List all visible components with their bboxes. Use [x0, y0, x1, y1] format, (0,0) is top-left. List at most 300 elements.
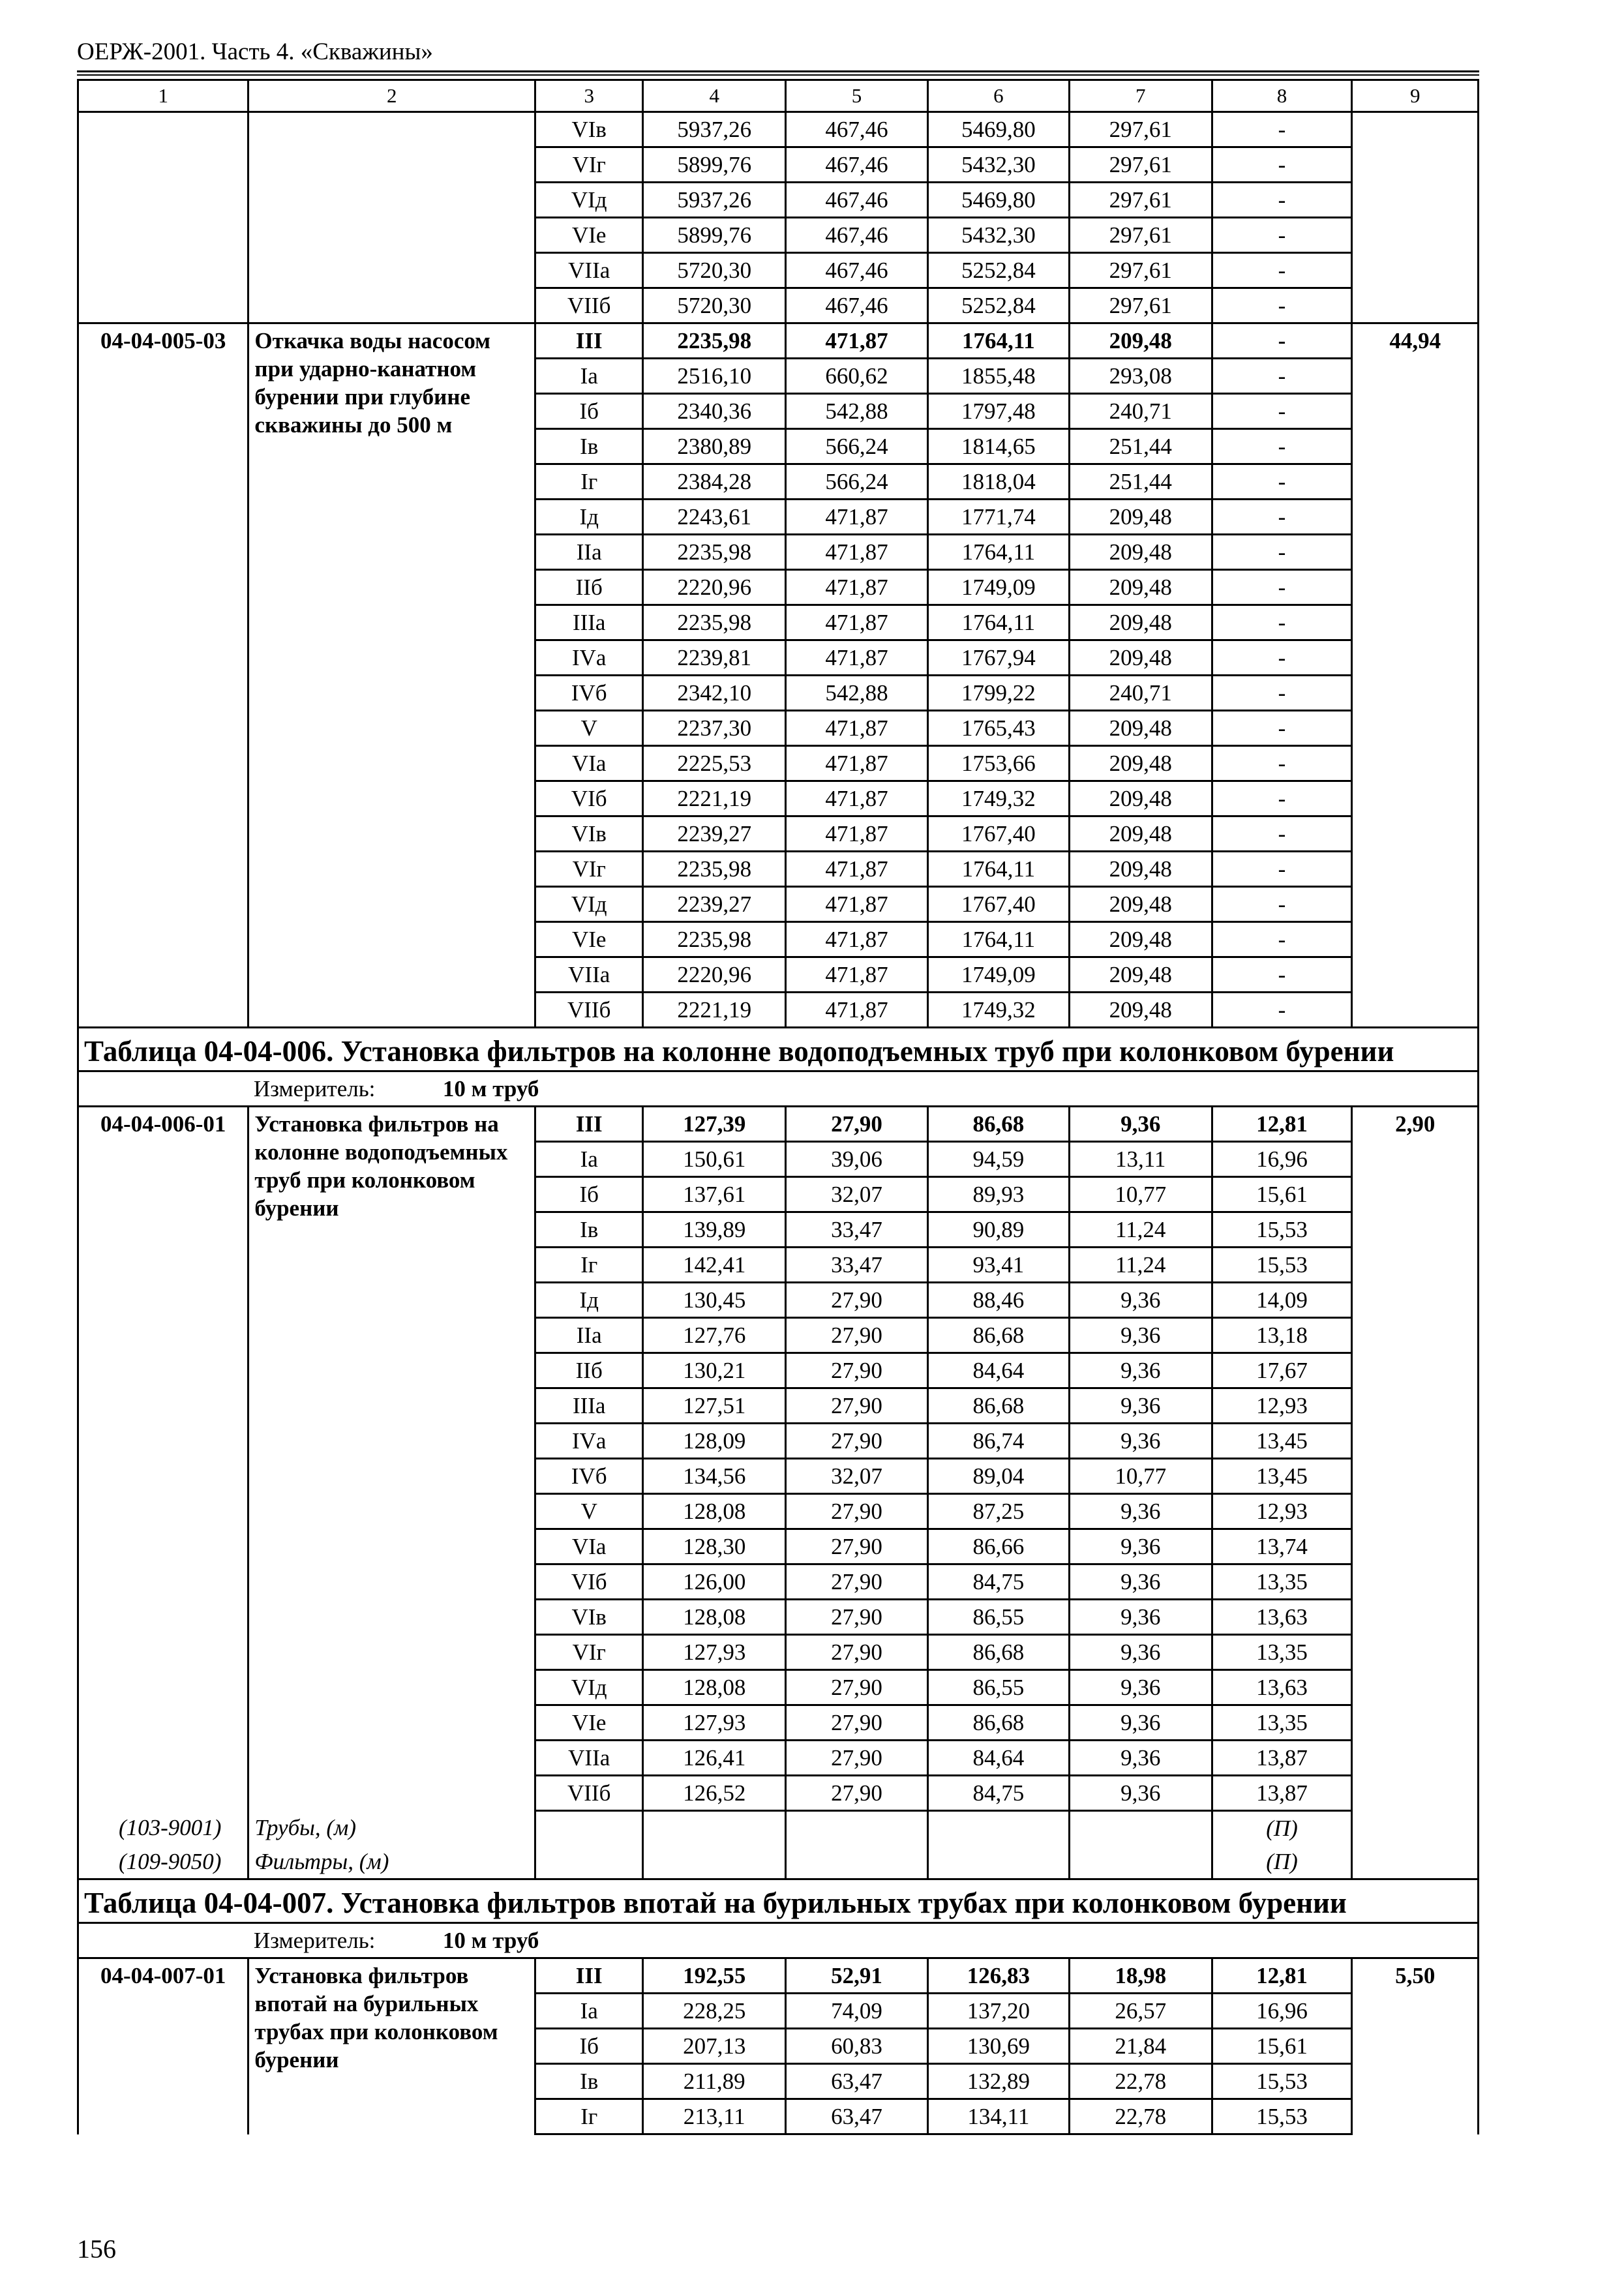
- wages-cell: 467,46: [786, 288, 928, 323]
- total-cost-cell: 139,89: [643, 1212, 786, 1248]
- total-cost-cell: 128,30: [643, 1529, 786, 1564]
- empty-cell: [535, 1811, 643, 1846]
- total-cost-cell: 207,13: [643, 2029, 786, 2064]
- machinist-wages-cell: 209,48: [1069, 781, 1212, 816]
- total-cost-cell: 211,89: [643, 2064, 786, 2099]
- materials-cell: -: [1212, 676, 1352, 711]
- machinist-wages-cell: 209,48: [1069, 711, 1212, 746]
- materials-cell: -: [1212, 253, 1352, 288]
- column-number: 2: [248, 80, 535, 112]
- zone-cell: IIIа: [535, 605, 643, 640]
- rate-code: 04-04-007-01: [78, 1958, 248, 2134]
- zone-cell: VIб: [535, 781, 643, 816]
- wages-cell: 27,90: [786, 1670, 928, 1705]
- total-cost-cell: 2221,19: [643, 993, 786, 1028]
- machinist-wages-cell: 22,78: [1069, 2064, 1212, 2099]
- machines-cell: 1767,40: [927, 887, 1069, 922]
- total-cost-cell: 5720,30: [643, 288, 786, 323]
- column-number: 9: [1352, 80, 1479, 112]
- zone-cell: Iв: [535, 2064, 643, 2099]
- machines-cell: 1765,43: [927, 711, 1069, 746]
- machines-cell: 86,66: [927, 1529, 1069, 1564]
- column-number: 8: [1212, 80, 1352, 112]
- wages-cell: 471,87: [786, 816, 928, 852]
- materials-cell: 12,93: [1212, 1388, 1352, 1424]
- materials-cell: -: [1212, 711, 1352, 746]
- machinist-wages-cell: 9,36: [1069, 1529, 1212, 1564]
- machines-cell: 1767,40: [927, 816, 1069, 852]
- header-rule-double: [77, 74, 1479, 76]
- column-number: 7: [1069, 80, 1212, 112]
- materials-cell: -: [1212, 993, 1352, 1028]
- total-cost-cell: 5937,26: [643, 183, 786, 218]
- wages-cell: 27,90: [786, 1529, 928, 1564]
- zone-cell: V: [535, 1494, 643, 1529]
- machinist-wages-cell: 209,48: [1069, 570, 1212, 605]
- wages-cell: 74,09: [786, 1994, 928, 2029]
- resource-row: [78, 1845, 1479, 1879]
- empty-cell: [643, 1811, 786, 1846]
- machines-cell: 1799,22: [927, 676, 1069, 711]
- zone-cell: Iд: [535, 1283, 643, 1318]
- machines-cell: 1764,11: [927, 535, 1069, 570]
- total-cost-cell: 213,11: [643, 2099, 786, 2134]
- rate-description: Установка фильтров впотай на бурильных трубах при колонковом бурении: [248, 1958, 535, 2134]
- machines-cell: 94,59: [927, 1142, 1069, 1177]
- wages-cell: 27,90: [786, 1318, 928, 1353]
- empty-cell: [927, 1811, 1069, 1846]
- table-row: [78, 1958, 1479, 1994]
- measure-cell: [248, 1071, 1479, 1107]
- wages-cell: 471,87: [786, 535, 928, 570]
- wages-cell: 39,06: [786, 1142, 928, 1177]
- running-header: ОЕРЖ-2001. Часть 4. «Скважины»: [77, 38, 433, 65]
- empty-cell: [786, 1845, 928, 1879]
- total-cost-cell: 128,09: [643, 1424, 786, 1459]
- total-cost-cell: 5899,76: [643, 147, 786, 183]
- wages-cell: 467,46: [786, 112, 928, 147]
- machines-cell: 86,74: [927, 1424, 1069, 1459]
- machines-cell: 1749,32: [927, 781, 1069, 816]
- materials-cell: -: [1212, 535, 1352, 570]
- labor-cost-cell: 44,94: [1352, 323, 1479, 1028]
- machines-cell: 1764,11: [927, 605, 1069, 640]
- measure-row: [78, 1071, 1479, 1107]
- zone-cell: VIв: [535, 1600, 643, 1635]
- materials-cell: 15,53: [1212, 2099, 1352, 2134]
- materials-cell: 15,61: [1212, 1177, 1352, 1212]
- empty-cell: [1069, 1811, 1212, 1846]
- total-cost-cell: 228,25: [643, 1994, 786, 2029]
- labor-cost-cell: [1352, 112, 1479, 323]
- machines-cell: 86,68: [927, 1705, 1069, 1741]
- zone-cell: VIIа: [535, 253, 643, 288]
- zone-cell: VIа: [535, 1529, 643, 1564]
- column-number: 3: [535, 80, 643, 112]
- machines-cell: 130,69: [927, 2029, 1069, 2064]
- labor-cost-cell: 5,50: [1352, 1958, 1479, 2134]
- materials-cell: -: [1212, 605, 1352, 640]
- total-cost-cell: 2239,27: [643, 887, 786, 922]
- machinist-wages-cell: 240,71: [1069, 676, 1212, 711]
- zone-cell: IVа: [535, 1424, 643, 1459]
- materials-cell: -: [1212, 147, 1352, 183]
- machines-cell: 1764,11: [927, 323, 1069, 359]
- total-cost-cell: 127,51: [643, 1388, 786, 1424]
- wages-cell: 467,46: [786, 183, 928, 218]
- materials-cell: -: [1212, 957, 1352, 993]
- table-title: Таблица 04-04-007. Установка фильтров впотай на бурильных трубах при колонковом бурении: [78, 1879, 1479, 1923]
- zone-cell: IIа: [535, 535, 643, 570]
- zone-cell: VIд: [535, 1670, 643, 1705]
- machinist-wages-cell: 9,36: [1069, 1564, 1212, 1600]
- machinist-wages-cell: 9,36: [1069, 1494, 1212, 1529]
- wages-cell: 471,87: [786, 711, 928, 746]
- wages-cell: 467,46: [786, 218, 928, 253]
- zone-cell: VIе: [535, 218, 643, 253]
- materials-cell: -: [1212, 500, 1352, 535]
- machines-cell: 90,89: [927, 1212, 1069, 1248]
- machines-cell: 1764,11: [927, 852, 1069, 887]
- total-cost-cell: 2239,27: [643, 816, 786, 852]
- machinist-wages-cell: 18,98: [1069, 1958, 1212, 1994]
- materials-cell: 12,93: [1212, 1494, 1352, 1529]
- wages-cell: 471,87: [786, 570, 928, 605]
- page-number: 156: [77, 2234, 116, 2264]
- zone-cell: IVб: [535, 676, 643, 711]
- total-cost-cell: 128,08: [643, 1494, 786, 1529]
- column-numbers-row: [78, 80, 1479, 112]
- resource-value: (П): [1212, 1845, 1352, 1879]
- machines-cell: 5252,84: [927, 288, 1069, 323]
- total-cost-cell: 2235,98: [643, 852, 786, 887]
- machinist-wages-cell: 9,36: [1069, 1318, 1212, 1353]
- labor-cost-cell: 2,90: [1352, 1107, 1479, 1879]
- materials-cell: 16,96: [1212, 1142, 1352, 1177]
- machinist-wages-cell: 9,36: [1069, 1283, 1212, 1318]
- zone-cell: Iб: [535, 1177, 643, 1212]
- materials-cell: -: [1212, 816, 1352, 852]
- machines-cell: 89,93: [927, 1177, 1069, 1212]
- total-cost-cell: 128,08: [643, 1600, 786, 1635]
- total-cost-cell: 2340,36: [643, 394, 786, 429]
- wages-cell: 27,90: [786, 1600, 928, 1635]
- materials-cell: -: [1212, 429, 1352, 464]
- zone-cell: VIIа: [535, 1741, 643, 1776]
- machinist-wages-cell: 22,78: [1069, 2099, 1212, 2134]
- total-cost-cell: 127,76: [643, 1318, 786, 1353]
- empty-cell: [927, 1845, 1069, 1879]
- machinist-wages-cell: 9,36: [1069, 1741, 1212, 1776]
- column-number: 4: [643, 80, 786, 112]
- resource-code: (103-9001): [78, 1811, 248, 1846]
- rate-code: 04-04-005-03: [78, 323, 248, 1028]
- zone-cell: VIа: [535, 746, 643, 781]
- total-cost-cell: 5720,30: [643, 253, 786, 288]
- wages-cell: 27,90: [786, 1107, 928, 1142]
- wages-cell: 32,07: [786, 1459, 928, 1494]
- resource-row: [78, 1811, 1479, 1846]
- machinist-wages-cell: 293,08: [1069, 359, 1212, 394]
- rate-description: Откачка воды насосом при ударно-канатном бурении при глубине скважины до 500 м: [248, 323, 535, 1028]
- machines-cell: 86,68: [927, 1107, 1069, 1142]
- zone-cell: IIб: [535, 1353, 643, 1388]
- measure-label: Измеритель:: [253, 1928, 376, 1953]
- empty-cell: [535, 1845, 643, 1879]
- resource-name: Фильтры, (м): [248, 1845, 535, 1879]
- wages-cell: 60,83: [786, 2029, 928, 2064]
- machinist-wages-cell: 209,48: [1069, 852, 1212, 887]
- machines-cell: 5469,80: [927, 112, 1069, 147]
- machines-cell: 137,20: [927, 1994, 1069, 2029]
- wages-cell: 471,87: [786, 640, 928, 676]
- resource-name: Трубы, (м): [248, 1811, 535, 1846]
- measure-value: 10 м труб: [442, 1076, 539, 1101]
- wages-cell: 27,90: [786, 1776, 928, 1811]
- machines-cell: 84,64: [927, 1353, 1069, 1388]
- total-cost-cell: 126,52: [643, 1776, 786, 1811]
- wages-cell: 542,88: [786, 394, 928, 429]
- machinist-wages-cell: 11,24: [1069, 1212, 1212, 1248]
- materials-cell: -: [1212, 887, 1352, 922]
- machines-cell: 1855,48: [927, 359, 1069, 394]
- materials-cell: -: [1212, 394, 1352, 429]
- measure-value: 10 м труб: [442, 1928, 539, 1953]
- zone-cell: VIд: [535, 887, 643, 922]
- machinist-wages-cell: 251,44: [1069, 429, 1212, 464]
- measure-spacer: [78, 1071, 248, 1107]
- machinist-wages-cell: 209,48: [1069, 500, 1212, 535]
- materials-cell: 13,35: [1212, 1705, 1352, 1741]
- materials-cell: -: [1212, 183, 1352, 218]
- materials-cell: -: [1212, 640, 1352, 676]
- materials-cell: 14,09: [1212, 1283, 1352, 1318]
- zone-cell: Iб: [535, 394, 643, 429]
- table-row: [78, 323, 1479, 359]
- machines-cell: 89,04: [927, 1459, 1069, 1494]
- materials-cell: 16,96: [1212, 1994, 1352, 2029]
- machinist-wages-cell: 209,48: [1069, 323, 1212, 359]
- table-row: [78, 1107, 1479, 1142]
- wages-cell: 27,90: [786, 1741, 928, 1776]
- total-cost-cell: 5899,76: [643, 218, 786, 253]
- materials-cell: 15,53: [1212, 2064, 1352, 2099]
- column-number: 6: [927, 80, 1069, 112]
- wages-cell: 27,90: [786, 1353, 928, 1388]
- wages-cell: 566,24: [786, 464, 928, 500]
- machines-cell: 1753,66: [927, 746, 1069, 781]
- materials-cell: 15,53: [1212, 1248, 1352, 1283]
- materials-cell: -: [1212, 323, 1352, 359]
- machines-cell: 86,68: [927, 1635, 1069, 1670]
- materials-cell: 13,18: [1212, 1318, 1352, 1353]
- total-cost-cell: 2516,10: [643, 359, 786, 394]
- machines-cell: 1771,74: [927, 500, 1069, 535]
- machines-cell: 84,64: [927, 1741, 1069, 1776]
- machinist-wages-cell: 297,61: [1069, 288, 1212, 323]
- zone-cell: Iд: [535, 500, 643, 535]
- materials-cell: -: [1212, 746, 1352, 781]
- materials-cell: 15,61: [1212, 2029, 1352, 2064]
- materials-cell: -: [1212, 288, 1352, 323]
- wages-cell: 471,87: [786, 993, 928, 1028]
- zone-cell: III: [535, 1958, 643, 1994]
- machines-cell: 84,75: [927, 1776, 1069, 1811]
- machines-cell: 132,89: [927, 2064, 1069, 2099]
- machines-cell: 84,75: [927, 1564, 1069, 1600]
- wages-cell: 27,90: [786, 1283, 928, 1318]
- machinist-wages-cell: 209,48: [1069, 887, 1212, 922]
- total-cost-cell: 150,61: [643, 1142, 786, 1177]
- materials-cell: 13,45: [1212, 1459, 1352, 1494]
- wages-cell: 63,47: [786, 2064, 928, 2099]
- zone-cell: VIд: [535, 183, 643, 218]
- wages-cell: 471,87: [786, 957, 928, 993]
- total-cost-cell: 2239,81: [643, 640, 786, 676]
- zone-cell: III: [535, 1107, 643, 1142]
- machinist-wages-cell: 9,36: [1069, 1388, 1212, 1424]
- wages-cell: 471,87: [786, 887, 928, 922]
- wages-cell: 566,24: [786, 429, 928, 464]
- wages-cell: 52,91: [786, 1958, 928, 1994]
- zone-cell: VIIб: [535, 288, 643, 323]
- machinist-wages-cell: 11,24: [1069, 1248, 1212, 1283]
- machinist-wages-cell: 209,48: [1069, 605, 1212, 640]
- machines-cell: 88,46: [927, 1283, 1069, 1318]
- zone-cell: VIIб: [535, 993, 643, 1028]
- machinist-wages-cell: 251,44: [1069, 464, 1212, 500]
- materials-cell: -: [1212, 570, 1352, 605]
- machinist-wages-cell: 10,77: [1069, 1177, 1212, 1212]
- materials-cell: -: [1212, 464, 1352, 500]
- machines-cell: 5469,80: [927, 183, 1069, 218]
- wages-cell: 27,90: [786, 1424, 928, 1459]
- total-cost-cell: 127,93: [643, 1635, 786, 1670]
- machinist-wages-cell: 297,61: [1069, 218, 1212, 253]
- machinist-wages-cell: 297,61: [1069, 112, 1212, 147]
- zone-cell: Iг: [535, 1248, 643, 1283]
- machinist-wages-cell: 9,36: [1069, 1353, 1212, 1388]
- total-cost-cell: 2235,98: [643, 323, 786, 359]
- materials-cell: 13,63: [1212, 1670, 1352, 1705]
- machines-cell: 86,55: [927, 1670, 1069, 1705]
- materials-cell: 17,67: [1212, 1353, 1352, 1388]
- empty-cell: [1069, 1845, 1212, 1879]
- table-row: [78, 112, 1479, 147]
- total-cost-cell: 2237,30: [643, 711, 786, 746]
- machines-cell: 1797,48: [927, 394, 1069, 429]
- wages-cell: 27,90: [786, 1494, 928, 1529]
- machines-cell: 86,68: [927, 1388, 1069, 1424]
- zone-cell: VIб: [535, 1564, 643, 1600]
- wages-cell: 33,47: [786, 1212, 928, 1248]
- machinist-wages-cell: 209,48: [1069, 746, 1212, 781]
- zone-cell: Iг: [535, 2099, 643, 2134]
- total-cost-cell: 2235,98: [643, 922, 786, 957]
- machines-cell: 1818,04: [927, 464, 1069, 500]
- materials-cell: 13,74: [1212, 1529, 1352, 1564]
- machinist-wages-cell: 21,84: [1069, 2029, 1212, 2064]
- materials-cell: -: [1212, 781, 1352, 816]
- zone-cell: IIIа: [535, 1388, 643, 1424]
- zone-cell: Iб: [535, 2029, 643, 2064]
- zone-cell: V: [535, 711, 643, 746]
- materials-cell: 12,81: [1212, 1958, 1352, 1994]
- materials-cell: 12,81: [1212, 1107, 1352, 1142]
- total-cost-cell: 2221,19: [643, 781, 786, 816]
- price-table: [77, 79, 1479, 2135]
- table-title: Таблица 04-04-006. Установка фильтров на колонне водоподъемных труб при колонковом бурении: [78, 1028, 1479, 1071]
- rate-description: Установка фильтров на колонне водоподъемных труб при колонковом бурении: [248, 1107, 535, 1811]
- wages-cell: 32,07: [786, 1177, 928, 1212]
- zone-cell: IIб: [535, 570, 643, 605]
- machinist-wages-cell: 9,36: [1069, 1776, 1212, 1811]
- resource-code: (109-9050): [78, 1845, 248, 1879]
- wages-cell: 471,87: [786, 922, 928, 957]
- zone-cell: Iв: [535, 1212, 643, 1248]
- wages-cell: 542,88: [786, 676, 928, 711]
- column-number: 5: [786, 80, 928, 112]
- total-cost-cell: 2235,98: [643, 535, 786, 570]
- total-cost-cell: 127,39: [643, 1107, 786, 1142]
- machines-cell: 93,41: [927, 1248, 1069, 1283]
- zone-cell: IIа: [535, 1318, 643, 1353]
- wages-cell: 660,62: [786, 359, 928, 394]
- total-cost-cell: 5937,26: [643, 112, 786, 147]
- machinist-wages-cell: 240,71: [1069, 394, 1212, 429]
- machinist-wages-cell: 13,11: [1069, 1142, 1212, 1177]
- wages-cell: 27,90: [786, 1388, 928, 1424]
- machines-cell: 126,83: [927, 1958, 1069, 1994]
- machines-cell: 1749,32: [927, 993, 1069, 1028]
- machinist-wages-cell: 10,77: [1069, 1459, 1212, 1494]
- machinist-wages-cell: 297,61: [1069, 253, 1212, 288]
- machinist-wages-cell: 9,36: [1069, 1635, 1212, 1670]
- machinist-wages-cell: 9,36: [1069, 1705, 1212, 1741]
- machines-cell: 5432,30: [927, 147, 1069, 183]
- zone-cell: Iа: [535, 359, 643, 394]
- machinist-wages-cell: 26,57: [1069, 1994, 1212, 2029]
- zone-cell: IVа: [535, 640, 643, 676]
- machinist-wages-cell: 9,36: [1069, 1107, 1212, 1142]
- zone-cell: IVб: [535, 1459, 643, 1494]
- total-cost-cell: 2225,53: [643, 746, 786, 781]
- machines-cell: 86,55: [927, 1600, 1069, 1635]
- materials-cell: 13,87: [1212, 1741, 1352, 1776]
- machines-cell: 86,68: [927, 1318, 1069, 1353]
- total-cost-cell: 2342,10: [643, 676, 786, 711]
- machinist-wages-cell: 9,36: [1069, 1600, 1212, 1635]
- machinist-wages-cell: 209,48: [1069, 922, 1212, 957]
- total-cost-cell: 126,41: [643, 1741, 786, 1776]
- machinist-wages-cell: 209,48: [1069, 816, 1212, 852]
- zone-cell: VIв: [535, 816, 643, 852]
- total-cost-cell: 142,41: [643, 1248, 786, 1283]
- measure-row: [78, 1923, 1479, 1958]
- zone-cell: VIе: [535, 922, 643, 957]
- machines-cell: 1767,94: [927, 640, 1069, 676]
- header-rule: [77, 70, 1479, 72]
- total-cost-cell: 192,55: [643, 1958, 786, 1994]
- zone-cell: Iа: [535, 1142, 643, 1177]
- machines-cell: 5252,84: [927, 253, 1069, 288]
- total-cost-cell: 2220,96: [643, 957, 786, 993]
- zone-cell: Iг: [535, 464, 643, 500]
- machinist-wages-cell: 209,48: [1069, 640, 1212, 676]
- machinist-wages-cell: 9,36: [1069, 1670, 1212, 1705]
- table-title-row: [78, 1028, 1479, 1071]
- wages-cell: 27,90: [786, 1635, 928, 1670]
